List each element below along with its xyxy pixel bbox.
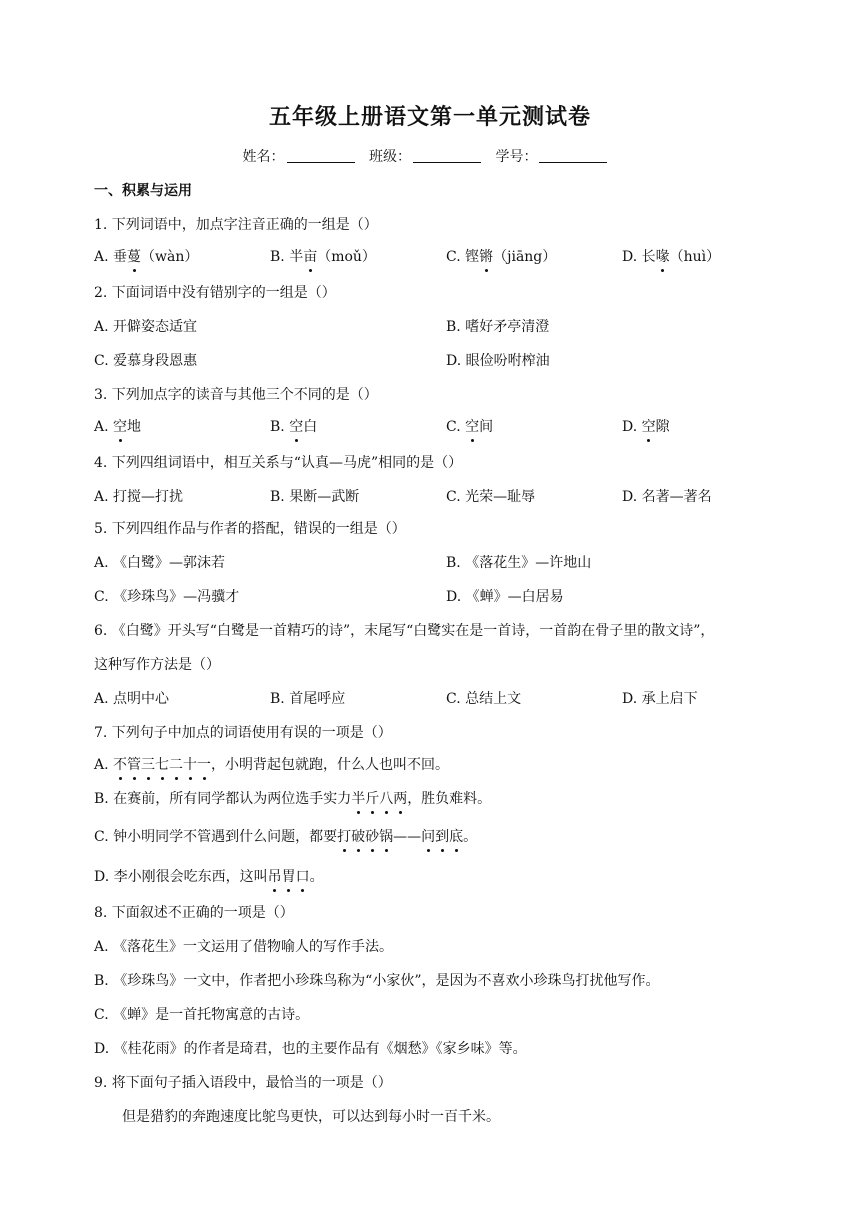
- question-6-stem: 6. 《白鹭》开头写“白鹭是一首精巧的诗”，末尾写“白鹭实在是一首诗，一首韵在骨子里的散文诗”，: [94, 623, 715, 639]
- section-heading: 一、积累与运用: [94, 183, 192, 199]
- q4-option-c: C. 光荣—耻辱: [446, 489, 536, 505]
- q3-option-b: B. 空白: [270, 416, 317, 436]
- q4-option-b: B. 果断—武断: [270, 489, 360, 505]
- question-8-stem: 8. 下面叙述不正确的一项是（）: [94, 905, 294, 921]
- q5-option-d: D. 《蝉》—白居易: [446, 589, 564, 605]
- q1-option-a: A. 垂蔓（wàn）: [94, 246, 198, 266]
- question-4-stem: 4. 下列四组词语中，相互关系与“认真—马虎”相同的是（）: [94, 455, 463, 471]
- q2-option-d: D. 眼俭吩咐榨油: [446, 353, 550, 369]
- q8-option-d: D. 《桂花雨》的作者是琦君，也的主要作品有《烟愁》《家乡味》等。: [94, 1041, 527, 1057]
- q8-option-a: A. 《落花生》一文运用了借物喻人的写作手法。: [94, 939, 394, 955]
- question-3-stem: 3. 下列加点字的读音与其他三个不同的是（）: [94, 387, 378, 403]
- name-label: 姓名：: [242, 149, 285, 165]
- q6-option-a: A. 点明中心: [94, 691, 170, 707]
- class-blank[interactable]: [413, 148, 481, 163]
- q3-option-d: D. 空隙: [622, 416, 670, 436]
- class-label: 班级：: [369, 149, 411, 165]
- q5-option-b: B. 《落花生》—许地山: [446, 555, 592, 571]
- q2-option-b: B. 嗜好矛亭清澄: [446, 319, 550, 335]
- q5-option-a: A. 《白鹭》—郭沫若: [94, 555, 226, 571]
- q7-option-d: D. 李小刚很会吃东西，这叫吊胃口。: [94, 866, 324, 886]
- q6-option-c: C. 总结上文: [446, 691, 522, 707]
- q1-option-b: B. 半亩（moǔ）: [270, 246, 376, 266]
- student-info: [0, 146, 860, 166]
- id-blank[interactable]: [539, 148, 607, 163]
- question-7-stem: 7. 下列句子中加点的词语使用有误的一项是（）: [94, 725, 392, 741]
- question-5-stem: 5. 下列四组作品与作者的搭配，错误的一组是（）: [94, 521, 406, 537]
- q1-option-d: D. 长喙（huì）: [622, 246, 720, 266]
- q5-option-c: C. 《珍珠鸟》—冯骥才: [94, 589, 240, 605]
- q7-option-c: C. 钟小明同学不管遇到什么问题，都要打破砂锅——问到底。: [94, 826, 477, 846]
- q2-option-a: A. 开僻姿态适宜: [94, 319, 198, 335]
- q9-insert-sentence: 但是猎豹的奔跑速度比鸵鸟更快，可以达到每小时一百千米。: [122, 1109, 500, 1125]
- q7-option-a: A. 不管三七二十一，小明背起包就跑，什么人也叫不回。: [94, 754, 449, 774]
- q1-option-c: C. 铿锵（jiāng）: [446, 246, 556, 266]
- question-9-stem: 9. 将下面句子插入语段中，最恰当的一项是（）: [94, 1075, 392, 1091]
- q6-option-d: D. 承上启下: [622, 691, 698, 707]
- page-title: 五年级上册语文第一单元测试卷: [268, 104, 591, 130]
- question-1-stem: 1. 下列词语中，加点字注音正确的一组是（）: [94, 217, 378, 233]
- q3-option-c: C. 空间: [446, 416, 493, 436]
- q7-option-b: B. 在赛前，所有同学都认为两位选手实力半斤八两，胜负难料。: [94, 788, 491, 808]
- q4-option-d: D. 名著—著名: [622, 489, 712, 505]
- q6-option-b: B. 首尾呼应: [270, 691, 346, 707]
- question-2-stem: 2. 下面词语中没有错别字的一组是（）: [94, 285, 336, 301]
- question-6-stem-continued: 这种写作方法是（）: [94, 657, 220, 673]
- q8-option-b: B. 《珍珠鸟》一文中，作者把小珍珠鸟称为“小家伙”，是因为不喜欢小珍珠鸟打扰他写作。: [94, 973, 660, 989]
- q3-option-a: A. 空地: [94, 416, 141, 436]
- q4-option-a: A. 打搅—打扰: [94, 489, 184, 505]
- id-label: 学号：: [495, 149, 538, 165]
- q2-option-c: C. 爱慕身段恩惠: [94, 353, 198, 369]
- q8-option-c: C. 《蝉》是一首托物寓意的古诗。: [94, 1007, 310, 1023]
- name-blank[interactable]: [287, 148, 355, 163]
